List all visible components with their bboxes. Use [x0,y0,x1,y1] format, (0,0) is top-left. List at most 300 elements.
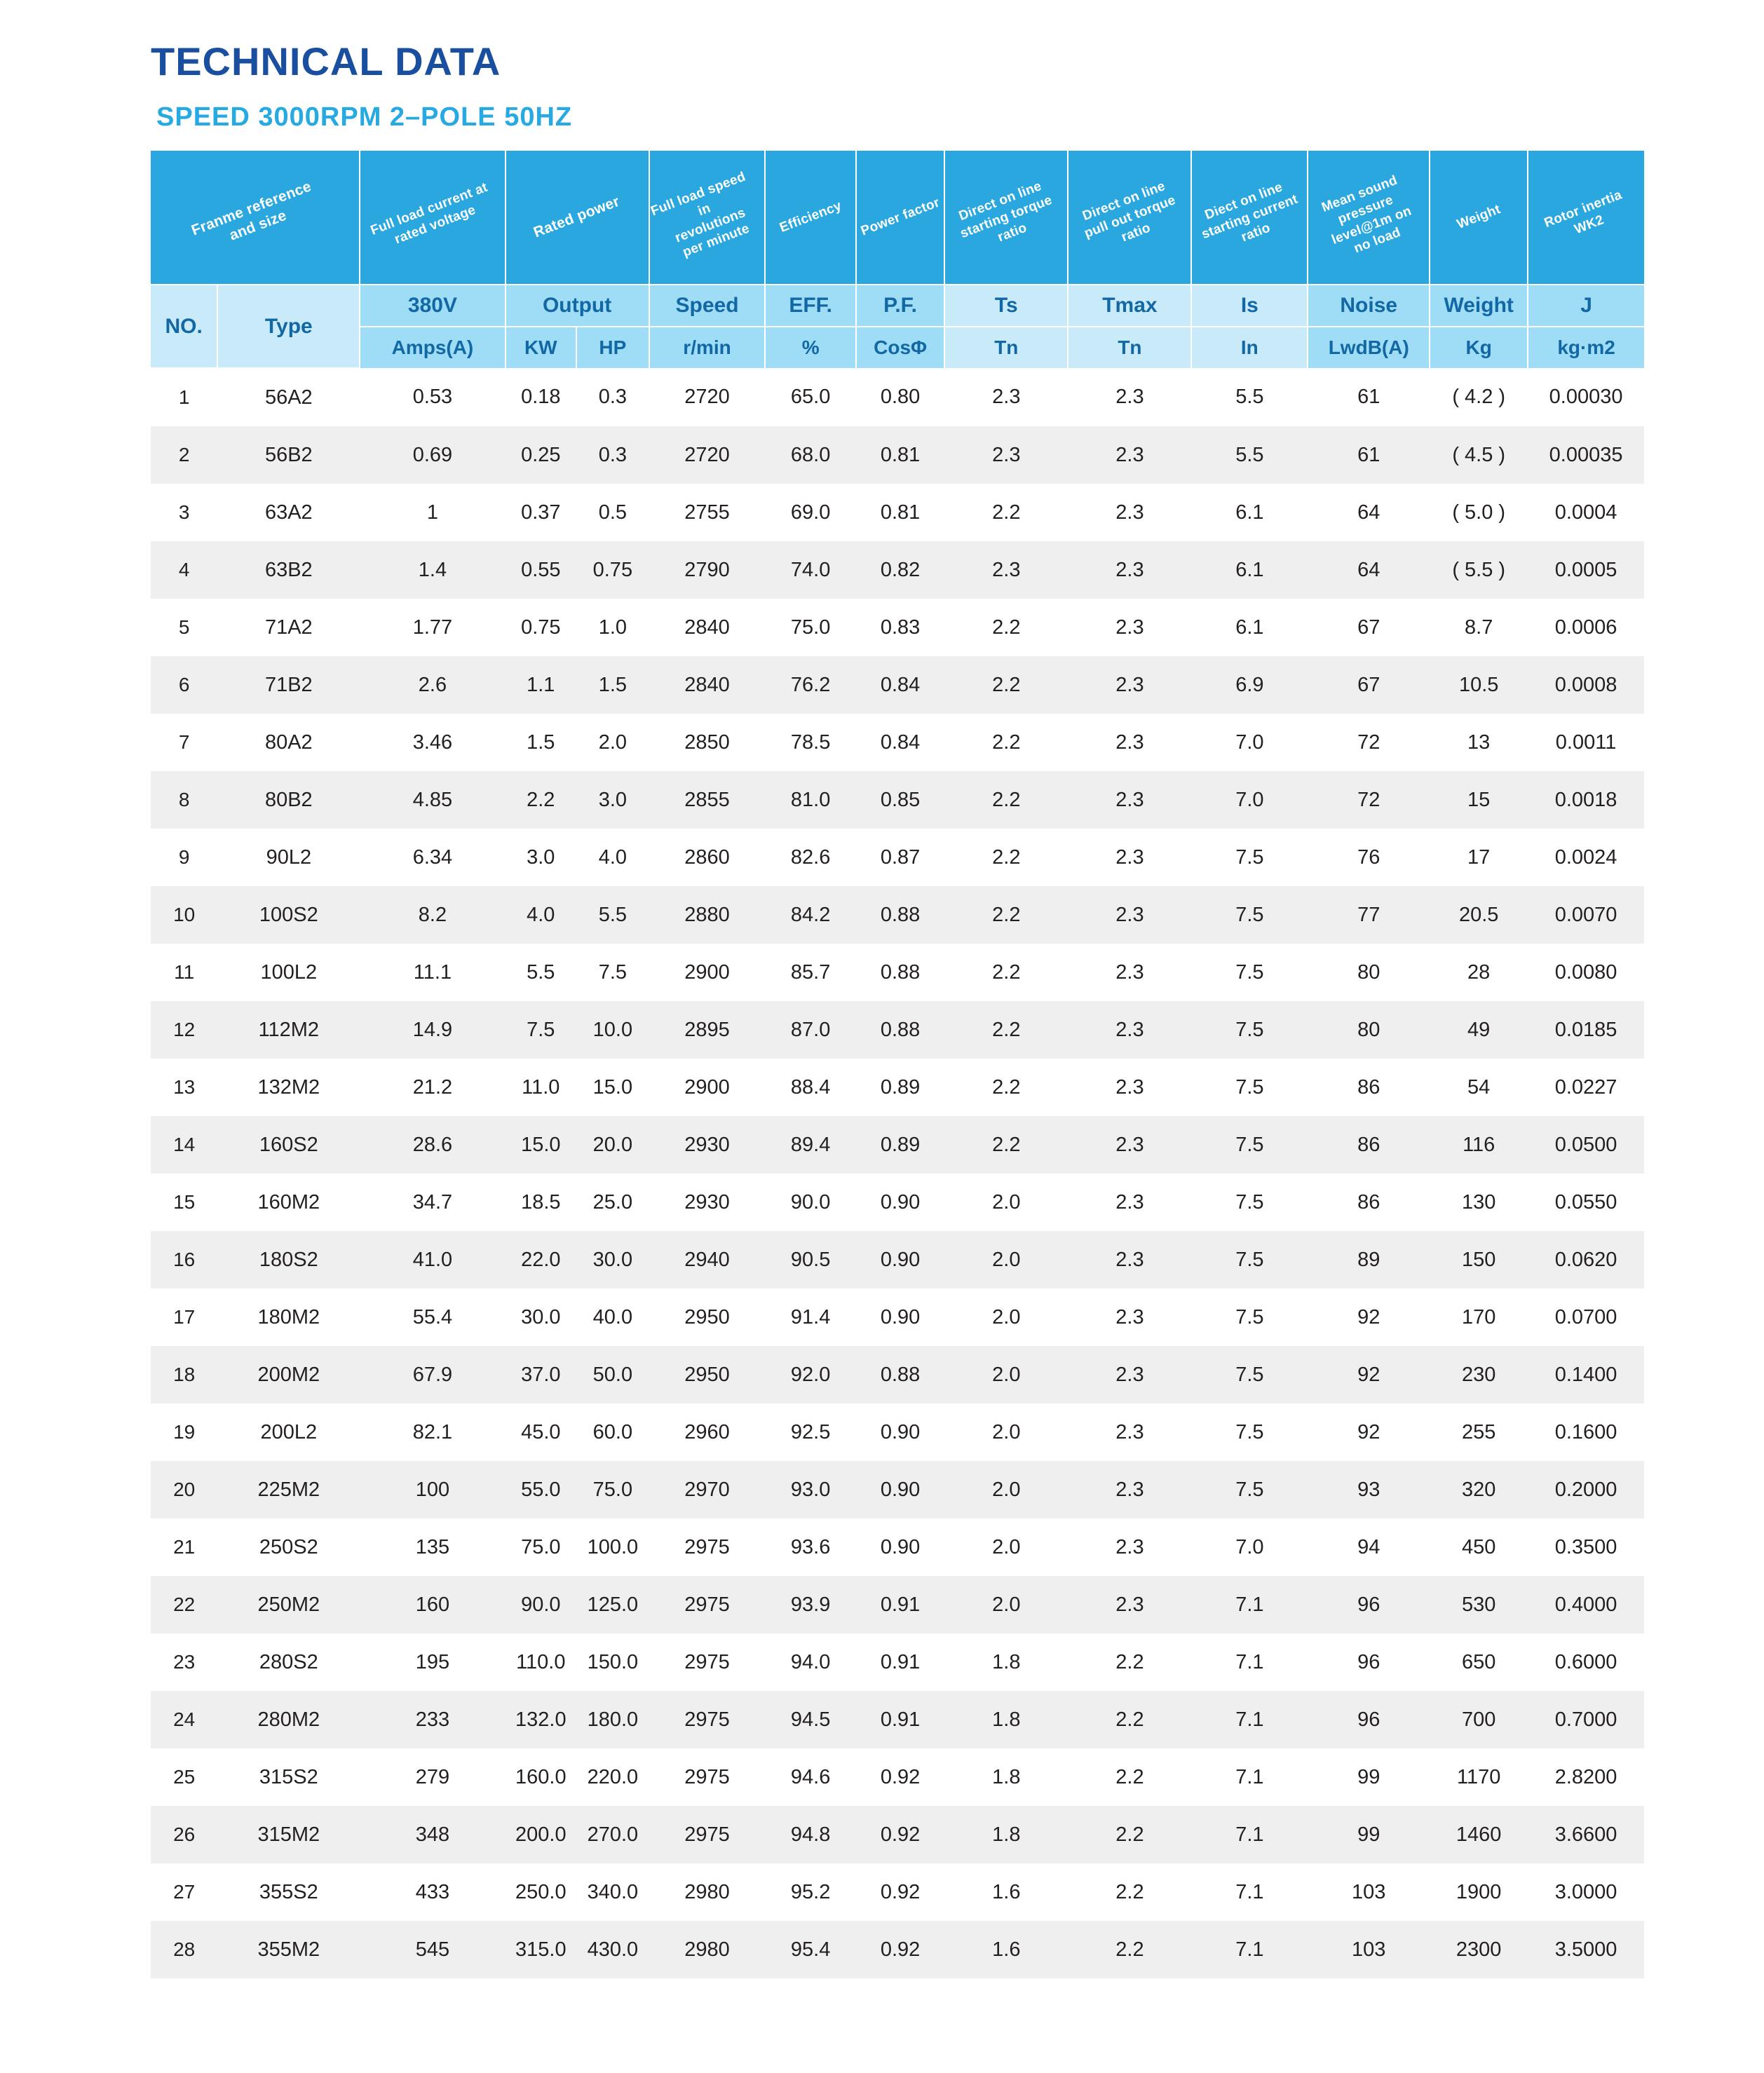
cell-pf: 0.90 [880,1190,921,1214]
cell-noise: 92 [1357,1420,1380,1443]
subheader-kw: KW [506,327,577,368]
table-row [151,829,1644,886]
cell-eff: 82.6 [790,845,831,869]
cell-kw: 15.0 [506,1116,577,1174]
table-row [151,771,1644,829]
cell-hp: 0.5 [598,501,627,524]
cell-kw: 5.5 [527,960,555,984]
cell-is: 6.1 [1235,501,1264,524]
cell-type: 63A2 [264,501,313,524]
cell-kw: 315.0 [506,1921,577,1978]
cell-ts: 2.0 [992,1305,1021,1328]
cell-no: 15 [173,1191,196,1213]
cell-is: 7.0 [1235,1535,1264,1558]
table-row [151,426,1644,484]
cell-speed: 2930 [684,1190,730,1214]
cell-amps: 433 [415,1880,450,1903]
cell-is: 5.5 [1235,386,1264,408]
cell-pf: 0.92 [880,1765,921,1788]
sub-header-row-1 [151,285,1644,327]
cell-j: 3.6600 [1528,1806,1644,1863]
table-row [151,886,1644,944]
cell-j: 0.0008 [1528,656,1644,714]
cell-weight: 15 [1430,771,1528,829]
cell-amps: 34.7 [412,1190,453,1214]
table-row [151,1403,1644,1461]
cell-no: 1 [178,386,190,408]
cell-j: 3.0000 [1554,1880,1617,1903]
table-row [151,1921,1644,1978]
cell-hp: 10.0 [576,1001,649,1059]
cell-ts: 1.8 [992,1650,1021,1673]
cell-no: 28 [151,1921,217,1978]
cell-ts: 2.2 [944,1001,1068,1059]
cell-tmax: 2.3 [1068,1001,1191,1059]
subheader-cos: CosΦ [856,327,944,368]
subheader-amps: Amps(A) [360,327,505,368]
cell-ts: 2.2 [992,730,1021,754]
cell-j: 3.5000 [1528,1921,1644,1978]
cell-weight: 1170 [1457,1765,1501,1788]
header-weight [1430,151,1528,285]
cell-speed: 2755 [684,501,730,524]
cell-amps: 28.6 [360,1116,505,1174]
cell-ts: 2.3 [944,426,1068,484]
cell-tmax: 2.3 [1068,1116,1191,1174]
cell-noise: 86 [1308,1116,1430,1174]
cell-type: 80A2 [264,730,313,754]
cell-type: 315M2 [217,1806,360,1863]
cell-speed: 2975 [649,1576,766,1633]
cell-eff: 87.0 [765,1001,855,1059]
cell-kw: 30.0 [521,1305,561,1328]
cell-weight: 2300 [1430,1921,1528,1978]
cell-weight: ( 4.5 ) [1430,426,1528,484]
table-row [151,1748,1644,1806]
cell-speed: 2975 [649,1691,766,1748]
cell-amps: 160 [360,1576,505,1633]
subheader-kg: Kg [1430,327,1528,368]
cell-weight: 130 [1461,1190,1496,1214]
cell-tmax: 2.3 [1115,845,1144,869]
cell-j: 0.0018 [1528,771,1644,829]
cell-no: 12 [151,1001,217,1059]
cell-ts: 1.8 [944,1691,1068,1748]
cell-eff: 94.5 [765,1691,855,1748]
cell-hp: 340.0 [587,1880,639,1903]
cell-weight: 13 [1467,730,1491,754]
cell-ts: 2.2 [944,771,1068,829]
cell-hp: 1.5 [576,656,649,714]
cell-no: 11 [174,961,195,983]
header-starting-current-ratio-label: Diect on line starting current ratio [1199,179,1300,245]
cell-hp: 3.0 [576,771,649,829]
cell-tmax: 2.3 [1068,656,1191,714]
cell-is: 7.1 [1191,1806,1308,1863]
cell-tmax: 2.3 [1068,1576,1191,1633]
cell-weight: 49 [1430,1001,1528,1059]
cell-pf: 0.85 [856,771,944,829]
cell-amps: 6.34 [412,845,453,869]
table-body [151,368,1644,1978]
cell-pf: 0.88 [856,886,944,944]
cell-amps: 1 [426,501,438,524]
cell-noise: 92 [1308,1346,1430,1403]
cell-is: 7.5 [1191,1461,1308,1518]
cell-eff: 93.0 [765,1461,855,1518]
subheader-weight: Weight [1430,285,1528,327]
cell-j: 0.00030 [1549,386,1623,408]
cell-tmax: 2.3 [1068,541,1191,599]
cell-type: 180S2 [217,1231,360,1289]
cell-pf: 0.90 [880,1420,921,1443]
cell-speed: 2930 [649,1116,766,1174]
subheader-ts: Ts [944,285,1068,327]
cell-amps: 3.46 [412,730,453,754]
subheader-percent: % [765,327,855,368]
cell-speed: 2970 [649,1461,766,1518]
cell-kw: 75.0 [521,1535,561,1558]
cell-pf: 0.87 [880,845,921,869]
cell-pf: 0.91 [856,1691,944,1748]
cell-kw: 200.0 [506,1806,577,1863]
cell-noise: 93 [1308,1461,1430,1518]
cell-tmax: 2.3 [1115,730,1144,754]
cell-no: 3 [178,501,190,523]
cell-hp: 1.0 [598,616,627,639]
cell-weight: 1900 [1456,1880,1502,1903]
cell-tmax: 2.2 [1115,1765,1144,1788]
cell-is: 7.5 [1191,1001,1308,1059]
cell-is: 7.5 [1235,845,1264,869]
cell-ts: 2.0 [944,1576,1068,1633]
cell-speed: 2900 [684,1075,730,1099]
cell-j: 0.6000 [1554,1650,1617,1673]
cell-no: 21 [173,1536,196,1558]
cell-ts: 2.2 [992,845,1021,869]
header-power-factor [856,151,944,285]
cell-noise: 67 [1308,656,1430,714]
subheader-tn-tmax: Tn [1068,327,1191,368]
cell-ts: 2.2 [992,960,1021,984]
cell-j: 0.0185 [1528,1001,1644,1059]
cell-kw: 0.55 [506,541,577,599]
cell-ts: 1.6 [992,1880,1021,1903]
subheader-j: J [1528,285,1644,327]
cell-ts: 2.2 [944,1116,1068,1174]
cell-hp: 5.5 [576,886,649,944]
cell-no: 7 [178,731,190,753]
cell-kw: 0.37 [521,501,561,524]
cell-type: 280M2 [217,1691,360,1748]
subheader-voltage: 380V [360,285,505,327]
cell-eff: 94.0 [790,1650,831,1673]
cell-no: 10 [151,886,217,944]
cell-pf: 0.83 [880,616,921,639]
cell-type: 160S2 [217,1116,360,1174]
cell-no: 13 [173,1076,196,1098]
cell-weight: 1460 [1430,1806,1528,1863]
cell-kw: 1.5 [527,730,555,754]
table-row [151,1001,1644,1059]
table-row [151,1231,1644,1289]
cell-weight: 8.7 [1465,616,1493,639]
cell-amps: 2.6 [360,656,505,714]
cell-amps: 8.2 [360,886,505,944]
cell-eff: 74.0 [765,541,855,599]
cell-j: 0.0500 [1528,1116,1644,1174]
table-row [151,1174,1644,1231]
cell-amps: 0.69 [360,426,505,484]
cell-ts: 2.2 [992,616,1021,639]
cell-noise: 96 [1308,1576,1430,1633]
cell-no: 6 [151,656,217,714]
cell-tmax: 2.3 [1115,386,1144,408]
cell-hp: 180.0 [576,1691,649,1748]
subheader-tmax: Tmax [1068,285,1191,327]
cell-eff: 78.5 [790,730,831,754]
cell-weight: 230 [1430,1346,1528,1403]
cell-j: 0.4000 [1528,1576,1644,1633]
cell-kw: 3.0 [527,845,555,869]
subheader-hp: HP [576,327,649,368]
header-full-load-speed-label: Full load speed in revolutions per minute [649,168,752,260]
header-rated-power-label: Rated power [531,193,623,241]
cell-noise: 80 [1357,960,1380,984]
cell-eff: 93.9 [765,1576,855,1633]
cell-pf: 0.90 [856,1461,944,1518]
cell-tmax: 2.2 [1115,1650,1144,1673]
cell-eff: 85.7 [790,960,831,984]
cell-noise: 64 [1308,541,1430,599]
cell-eff: 95.2 [790,1880,831,1903]
table-row [151,368,1644,426]
cell-tmax: 2.3 [1115,1305,1144,1328]
cell-tmax: 2.3 [1115,1535,1144,1558]
cell-weight: ( 5.0 ) [1452,501,1506,524]
cell-hp: 430.0 [576,1921,649,1978]
cell-weight: 10.5 [1430,656,1528,714]
cell-hp: 270.0 [576,1806,649,1863]
cell-no: 23 [173,1651,196,1673]
cell-hp: 50.0 [576,1346,649,1403]
cell-amps: 1.4 [360,541,505,599]
table-row [151,656,1644,714]
cell-type: 71A2 [264,616,313,639]
cell-eff: 76.2 [765,656,855,714]
cell-is: 7.5 [1191,1231,1308,1289]
cell-eff: 90.5 [765,1231,855,1289]
header-power-factor-label: Power factor [858,195,942,239]
cell-type: 63B2 [217,541,360,599]
cell-eff: 92.5 [790,1420,831,1443]
cell-ts: 2.3 [992,386,1021,408]
cell-no: 26 [151,1806,217,1863]
sub-header-row-2 [151,327,1644,368]
cell-hp: 30.0 [576,1231,649,1289]
cell-tmax: 2.3 [1068,1461,1191,1518]
cell-is: 7.1 [1235,1765,1264,1788]
cell-hp: 125.0 [576,1576,649,1633]
cell-weight: 116 [1430,1116,1528,1174]
cell-kw: 132.0 [506,1691,577,1748]
cell-pf: 0.90 [880,1305,921,1328]
table-row [151,1518,1644,1576]
cell-speed: 2855 [649,771,766,829]
cell-pf: 0.89 [856,1116,944,1174]
cell-noise: 103 [1308,1921,1430,1978]
cell-kw: 0.25 [506,426,577,484]
cell-weight: ( 5.5 ) [1430,541,1528,599]
cell-eff: 92.0 [765,1346,855,1403]
cell-speed: 2980 [649,1921,766,1978]
subheader-output: Output [506,285,649,327]
cell-amps: 21.2 [412,1075,453,1099]
header-mean-sound-pressure-label: Mean sound pressure level@1m on no load [1319,172,1414,257]
cell-is: 7.5 [1191,1346,1308,1403]
header-frame-reference-label: Franme reference and size [189,177,314,244]
subheader-noise: Noise [1308,285,1430,327]
cell-kw: 0.18 [521,386,561,408]
cell-is: 7.1 [1191,1921,1308,1978]
cell-no: 14 [151,1116,217,1174]
cell-speed: 2940 [649,1231,766,1289]
cell-speed: 2790 [649,541,766,599]
cell-pf: 0.91 [856,1576,944,1633]
header-starting-torque-ratio-label: Direct on line starting torque ratio [956,179,1054,245]
cell-amps: 11.1 [413,960,452,984]
header-rotor-inertia-label: Rotor inertia WK2 [1542,187,1624,238]
cell-amps: 135 [415,1535,450,1558]
cell-hp: 100.0 [587,1535,639,1558]
cell-weight: 450 [1461,1535,1496,1558]
cell-j: 0.3500 [1554,1535,1617,1558]
cell-amps: 195 [415,1650,450,1673]
cell-kw: 22.0 [506,1231,577,1289]
cell-is: 7.5 [1235,960,1264,984]
cell-weight: 320 [1430,1461,1528,1518]
subheader-rmin: r/min [649,327,766,368]
subheader-is: Is [1191,285,1308,327]
cell-speed: 2840 [649,656,766,714]
cell-speed: 2975 [684,1535,730,1558]
cell-pf: 0.84 [856,656,944,714]
cell-hp: 150.0 [587,1650,639,1673]
cell-kw: 18.5 [521,1190,561,1214]
cell-kw: 90.0 [506,1576,577,1633]
cell-kw: 11.0 [522,1075,560,1099]
cell-amps: 348 [360,1806,505,1863]
cell-hp: 15.0 [592,1075,633,1099]
header-rated-power [506,151,649,285]
cell-is: 7.1 [1191,1691,1308,1748]
table-row [151,1116,1644,1174]
cell-pf: 0.81 [856,426,944,484]
cell-pf: 0.92 [856,1921,944,1978]
cell-pf: 0.90 [856,1231,944,1289]
cell-tmax: 2.3 [1115,616,1144,639]
header-full-load-current-label: Full load current at rated voltage [369,180,490,247]
cell-weight: ( 4.2 ) [1452,386,1506,408]
cell-weight: 150 [1430,1231,1528,1289]
cell-eff: 65.0 [790,386,831,408]
cell-type: 100S2 [217,886,360,944]
cell-j: 0.0004 [1554,501,1617,524]
cell-tmax: 2.2 [1068,1921,1191,1978]
subheader-tn-ts: Tn [944,327,1068,368]
cell-kw: 1.1 [506,656,577,714]
header-full-load-current [360,151,505,285]
cell-j: 0.1400 [1528,1346,1644,1403]
cell-eff: 94.6 [790,1765,831,1788]
cell-type: 250M2 [217,1576,360,1633]
cell-noise: 72 [1308,771,1430,829]
table-row [151,1346,1644,1403]
cell-kw: 4.0 [506,886,577,944]
table-row [151,1289,1644,1346]
cell-amps: 1.77 [412,616,453,639]
cell-tmax: 2.3 [1068,1231,1191,1289]
cell-no: 17 [173,1306,196,1328]
subheader-lwdb: LwdB(A) [1308,327,1430,368]
cell-amps: 41.0 [360,1231,505,1289]
cell-hp: 0.75 [576,541,649,599]
cell-hp: 40.0 [592,1305,633,1328]
cell-hp: 25.0 [592,1190,633,1214]
cell-amps: 279 [415,1765,450,1788]
cell-eff: 94.8 [765,1806,855,1863]
cell-noise: 99 [1308,1806,1430,1863]
cell-speed: 2900 [684,960,730,984]
cell-kw: 160.0 [515,1765,566,1788]
cell-kw: 250.0 [515,1880,566,1903]
header-starting-torque-ratio [944,151,1068,285]
subheader-unit: kg·m2 [1528,327,1644,368]
cell-amps: 233 [360,1691,505,1748]
cell-noise: 94 [1357,1535,1380,1558]
page-subtitle: SPEED 3000RPM 2–POLE 50HZ [156,102,573,132]
cell-no: 16 [151,1231,217,1289]
cell-is: 6.9 [1191,656,1308,714]
cell-ts: 1.8 [944,1806,1068,1863]
cell-speed: 2895 [649,1001,766,1059]
cell-kw: 0.75 [521,616,561,639]
cell-no: 5 [178,616,190,638]
cell-weight: 700 [1430,1691,1528,1748]
cell-noise: 61 [1308,426,1430,484]
cell-hp: 0.3 [576,426,649,484]
table-row [151,1806,1644,1863]
subheader-eff: EFF. [765,285,855,327]
cell-ts: 2.2 [992,1075,1021,1099]
cell-type: 90L2 [266,845,312,869]
header-rotor-inertia [1528,151,1644,285]
subheader-in: In [1191,327,1308,368]
cell-speed: 2860 [684,845,730,869]
cell-type: 225M2 [217,1461,360,1518]
cell-type: 80B2 [217,771,360,829]
cell-eff: 89.4 [765,1116,855,1174]
cell-speed: 2975 [684,1765,730,1788]
cell-kw: 110.0 [516,1650,566,1673]
cell-ts: 2.3 [944,541,1068,599]
cell-speed: 2975 [649,1806,766,1863]
cell-kw: 45.0 [521,1420,561,1443]
cell-is: 7.5 [1235,1420,1264,1443]
cell-hp: 7.5 [598,960,627,984]
cell-noise: 77 [1308,886,1430,944]
cell-kw: 55.0 [506,1461,577,1518]
